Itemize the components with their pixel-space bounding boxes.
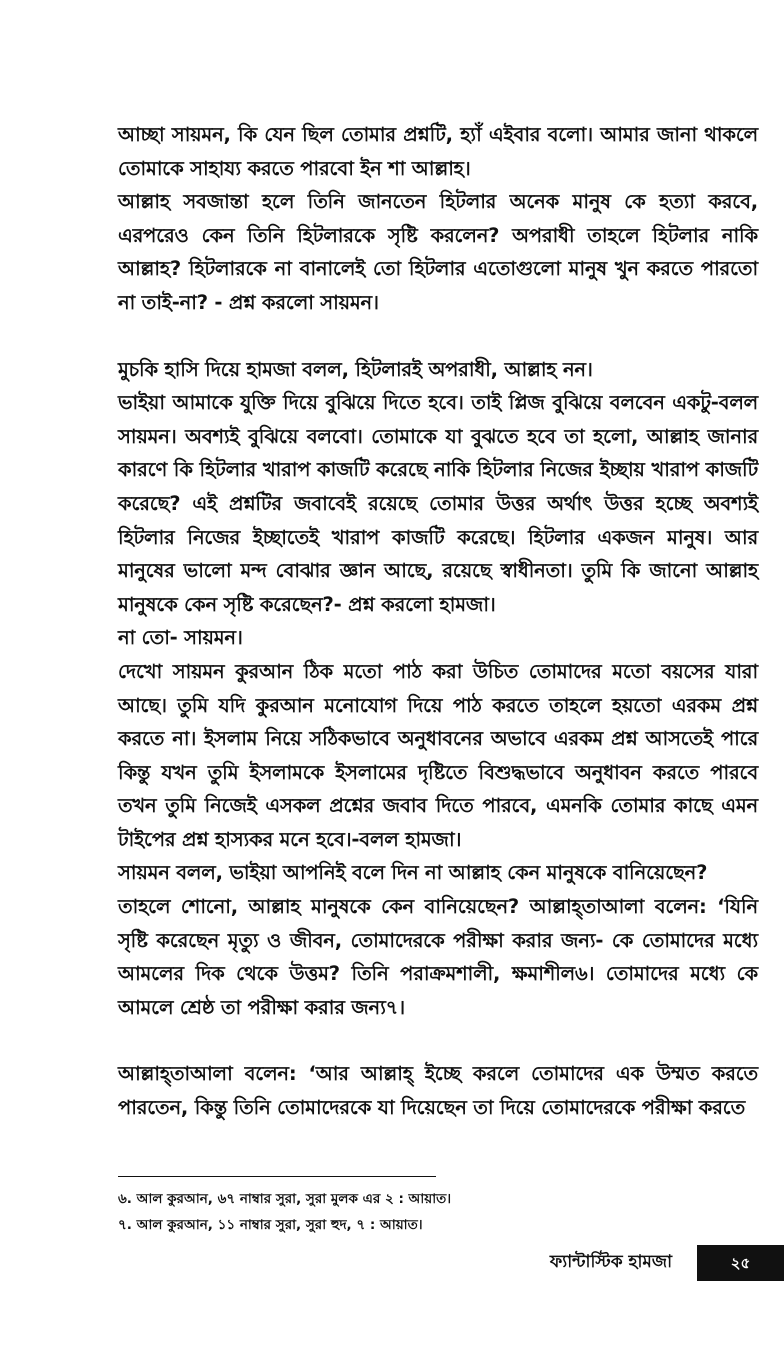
footnote: ৬. আল কুরআন, ৬৭ নাম্বার সুরা, সুরা মুলক এর ২ : আয়াত।: [118, 1191, 452, 1207]
paragraph: আল্লাহ্‌তাআলা বলেন: ‘আর আল্লাহ্‌ ইচ্ছে করলে তোমাদের এক উম্মত করতে পারতেন, কিন্তু তিনি তোমাদেরকে যা দিয়েছেন তা দিয়ে তোমাদেরকে পরীক্ষা করতে: [118, 1062, 758, 1120]
paragraph-gap: [118, 320, 758, 353]
paragraph: আচ্ছা সায়মন, কি যেন ছিল তোমার প্রশ্নটি, হ্যাঁ এইবার বলো। আমার জানা থাকলে তোমাকে সাহায্য করতে পারবো ইন শা আল্লাহ।: [118, 123, 758, 180]
page-footer: [0, 1245, 784, 1281]
footnote-divider: [118, 1176, 436, 1177]
paragraph: ভাইয়া আমাকে যুক্তি দিয়ে বুঝিয়ে দিতে হবে। তাই প্লিজ বুঝিয়ে বলবেন একটু-বলল সায়মন। অবশ্যই বুঝিয়ে বলবো। তোমাকে যা বুঝতে হবে তা হলো, আল্লাহ জানার কারণে কি হিটলার খারাপ কাজটি করেছে নাকি হিটলার নিজের ইচ্ছায় খারাপ কাজটি করেছে? এই প্রশ্নটির জবাবেই রয়েছে তোমার উত্তর অর্থাৎ উত্তর হচ্ছে অবশ্যই হিটলার নিজের ইচ্ছাতেই খারাপ কাজটি করেছে। হিটলার একজন মানুষ। আর মানুষের ভালো মন্দ বোঝার জ্ঞান আছে, রয়েছে স্বাধীনতা। তুমি কি জানো আল্লাহ মানুষকে কেন সৃষ্টি করেছেন?- প্রশ্ন করলো হামজা।: [118, 391, 758, 616]
paragraph: মুচকি হাসি দিয়ে হামজা বলল, হিটলারই অপরাধী, আল্লাহ নন।: [118, 357, 593, 381]
paragraph-gap: [118, 1024, 758, 1057]
paragraph: সায়মন বলল, ভাইয়া আপনিই বলে দিন না আল্লাহ কেন মানুষকে বানিয়েছেন?: [118, 861, 708, 885]
footnotes: [118, 1186, 678, 1238]
paragraph: দেখো সায়মন কুরআন ঠিক মতো পাঠ করা উচিত তোমাদের মতো বয়সের যারা আছে। তুমি যদি কুরআন মনোযোগ দিয়ে পাঠ করতে তাহলে হয়তো এরকম প্রশ্ন করতে না। ইসলাম নিয়ে সঠিকভাবে অনুধাবনের অভাবে এরকম প্রশ্ন আসতেই পারে কিন্তু যখন তুমি ইসলামকে ইসলামের দৃষ্টিতে বিশুদ্ধভাবে অনুধাবন করতে পারবে তখন তুমি নিজেই এসকল প্রশ্নের জবাব দিতে পারবে, এমনকি তোমার কাছে এমন টাইপের প্রশ্ন হাস্যকর মনে হবে।-বলল হামজা।: [118, 659, 758, 851]
footnote: ৭. আল কুরআন, ১১ নাম্বার সুরা, সুরা হুদ, ৭ : আয়াত।: [118, 1217, 423, 1233]
running-title: ফ্যান্টাস্টিক হামজা: [549, 1252, 672, 1272]
body-text: [118, 118, 758, 1125]
paragraph: না তো- সায়মন।: [118, 626, 243, 650]
page-number: ২৫: [697, 1245, 784, 1281]
paragraph: তাহলে শোনো, আল্লাহ মানুষকে কেন বানিয়েছেন? আল্লাহ্‌তাআলা বলেন: ‘যিনি সৃষ্টি করেছেন মৃত্যু ও জীবন, তোমাদেরকে পরীক্ষা করার জন্য- কে তোমাদের মধ্যে আমলের দিক থেকে উত্তম? তিনি পরাক্রমশালী, ক্ষমাশীল৬। তোমাদের মধ্যে কে আমলে শ্রেষ্ঠ তা পরীক্ষা করার জন্য৭।: [118, 895, 758, 1019]
paragraph: আল্লাহ সবজান্তা হলে তিনি জানতেন হিটলার অনেক মানুষ কে হত্যা করবে, এরপরেও কেন তিনি হিটলারকে সৃষ্টি করলেন? অপরাধী তাহলে হিটলার নাকি আল্লাহ? হিটলারকে না বানালেই তো হিটলার এতোগুলো মানুষ খুন করতে পারতো না তাই-না? - প্রশ্ন করলো সায়মন।: [118, 190, 758, 314]
